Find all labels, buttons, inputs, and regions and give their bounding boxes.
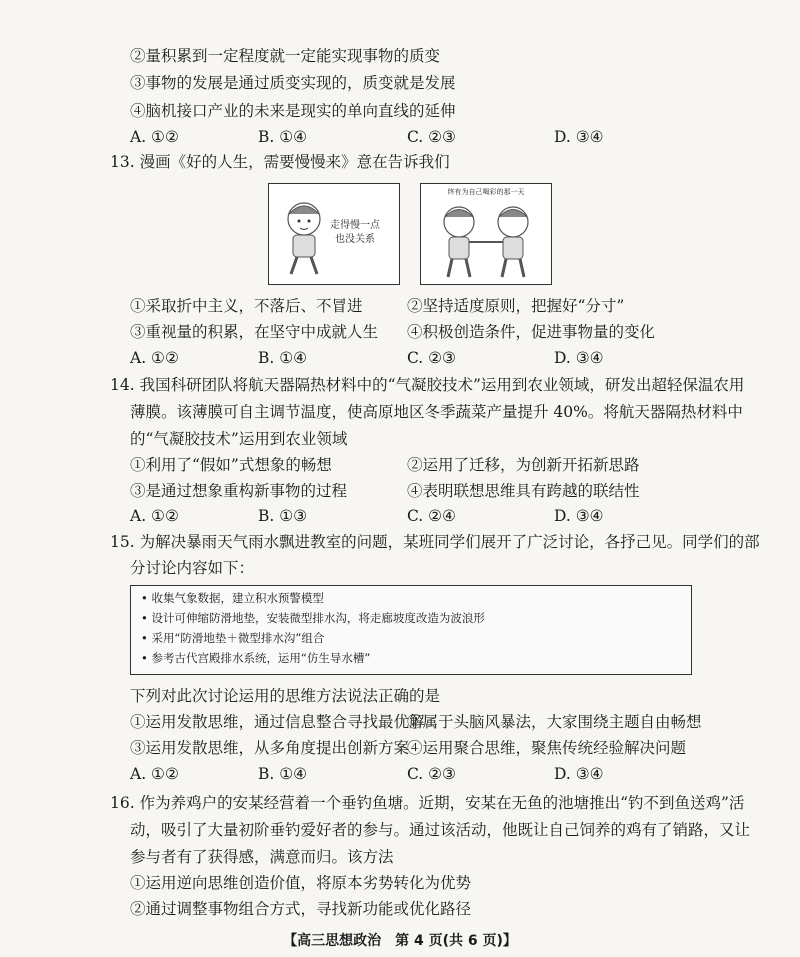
q15-opt2: ②属于头脑风暴法，大家围绕主题自由畅想 (407, 713, 702, 731)
q14-stem-line3: 的“气凝胶技术”运用到农业领域 (130, 430, 348, 448)
q15-opt3: ③运用发散思维，从多角度提出创新方案 (130, 739, 410, 757)
comic-left-line1: 走得慢一点 (330, 220, 380, 231)
q15-option-b: B. ①④ (258, 765, 308, 783)
comic-panel-left (268, 183, 400, 285)
q13-option-b: B. ①④ (258, 349, 308, 367)
q15-opt4: ④运用聚合思维，聚焦传统经验解决问题 (407, 739, 687, 757)
q13-option-a: A. ①② (130, 349, 179, 367)
q14-stem-line2: 薄膜。该薄膜可自主调节温度，使高原地区冬季蔬菜产量提升 40%。将航天器隔热材料中 (130, 403, 743, 421)
q14-opt2: ②运用了迁移，为创新开拓新思路 (407, 456, 640, 474)
option-d: D. ③④ (554, 128, 604, 146)
q16-stem-line1: 16. 作为养鸡户的安某经营着一个垂钓鱼塘。近期，安某在无鱼的池塘推出“钓不到鱼送鸡”活 (110, 794, 745, 812)
discussion-item: • 参考古代宫殿排水系统，运用“仿生导水槽” (141, 651, 371, 665)
q13-stem: 13. 漫画《好的人生，需要慢慢来》意在告诉我们 (110, 153, 450, 171)
q13-option-c: C. ②③ (407, 349, 456, 367)
discussion-item: • 采用“防滑地垫＋微型排水沟”组合 (141, 631, 325, 645)
option-b: B. ①④ (258, 128, 308, 146)
discussion-box (130, 585, 692, 675)
option-c: C. ②③ (407, 128, 456, 146)
q13-opt1: ①采取折中主义，不落后、不冒进 (130, 297, 363, 315)
q14-opt3: ③是通过想象重构新事物的过程 (130, 482, 348, 500)
q15-opt1: ①运用发散思维，通过信息整合寻找最优解 (130, 713, 425, 731)
page-footer: 【高三思想政治 第 4 页(共 6 页)】 (283, 933, 517, 949)
q15-option-a: A. ①② (130, 765, 179, 783)
statement-3: ③事物的发展是通过质变实现的，质变就是发展 (130, 74, 456, 92)
q15-question: 下列对此次讨论运用的思维方法说法正确的是 (130, 687, 441, 705)
q15-stem-line2: 分讨论内容如下： (130, 559, 255, 577)
q16-opt2: ②通过调整事物组合方式，寻找新功能或优化路径 (130, 900, 472, 918)
q14-opt1: ①利用了“假如”式想象的畅想 (130, 456, 332, 474)
statement-4: ④脑机接口产业的未来是现实的单向直线的延伸 (130, 102, 456, 120)
q15-option-d: D. ③④ (554, 765, 604, 783)
q14-stem-line1: 14. 我国科研团队将航天器隔热材料中的“气凝胶技术”运用到农业领域，研发出超轻保温农用 (110, 376, 745, 394)
walking-child-illustration (269, 184, 399, 284)
q14-option-b: B. ①③ (258, 507, 308, 525)
discussion-item: • 设计可伸缩防滑地垫，安装微型排水沟，将走廊坡度改造为波浪形 (141, 611, 485, 625)
q16-stem-line3: 参与者有了获得感，满意而归。该方法 (130, 848, 394, 866)
q13-opt3: ③重视量的积累，在坚守中成就人生 (130, 323, 379, 341)
option-a: A. ①② (130, 128, 179, 146)
q16-opt1: ①运用逆向思维创造价值，将原本劣势转化为优势 (130, 874, 472, 892)
q15-option-c: C. ②③ (407, 765, 456, 783)
comic-left-line2: 也没关系 (335, 234, 375, 245)
q14-opt4: ④表明联想思维具有跨越的联结性 (407, 482, 640, 500)
q13-option-d: D. ③④ (554, 349, 604, 367)
q13-opt4: ④积极创造条件，促进事物量的变化 (407, 323, 656, 341)
discussion-item: • 收集气象数据，建立积水预警模型 (141, 591, 324, 605)
comic-right-caption: 终有为自己喝彩的那一天 (447, 188, 525, 196)
statement-2: ②量积累到一定程度就一定能实现事物的质变 (130, 47, 441, 65)
comic-panel-right (420, 183, 552, 285)
q15-stem-line1: 15. 为解决暴雨天气雨水飘进教室的问题，某班同学们展开了广泛讨论，各抒己见。同学们的部 (110, 533, 760, 551)
q14-option-a: A. ①② (130, 507, 179, 525)
q14-option-d: D. ③④ (554, 507, 604, 525)
q16-stem-line2: 动，吸引了大量初阶垂钓爱好者的参与。通过该活动，他既让自己饲养的鸡有了销路，又让 (130, 821, 751, 839)
two-children-illustration (421, 184, 551, 284)
q13-opt2: ②坚持适度原则，把握好“分寸” (407, 297, 625, 315)
q14-option-c: C. ②④ (407, 507, 456, 525)
